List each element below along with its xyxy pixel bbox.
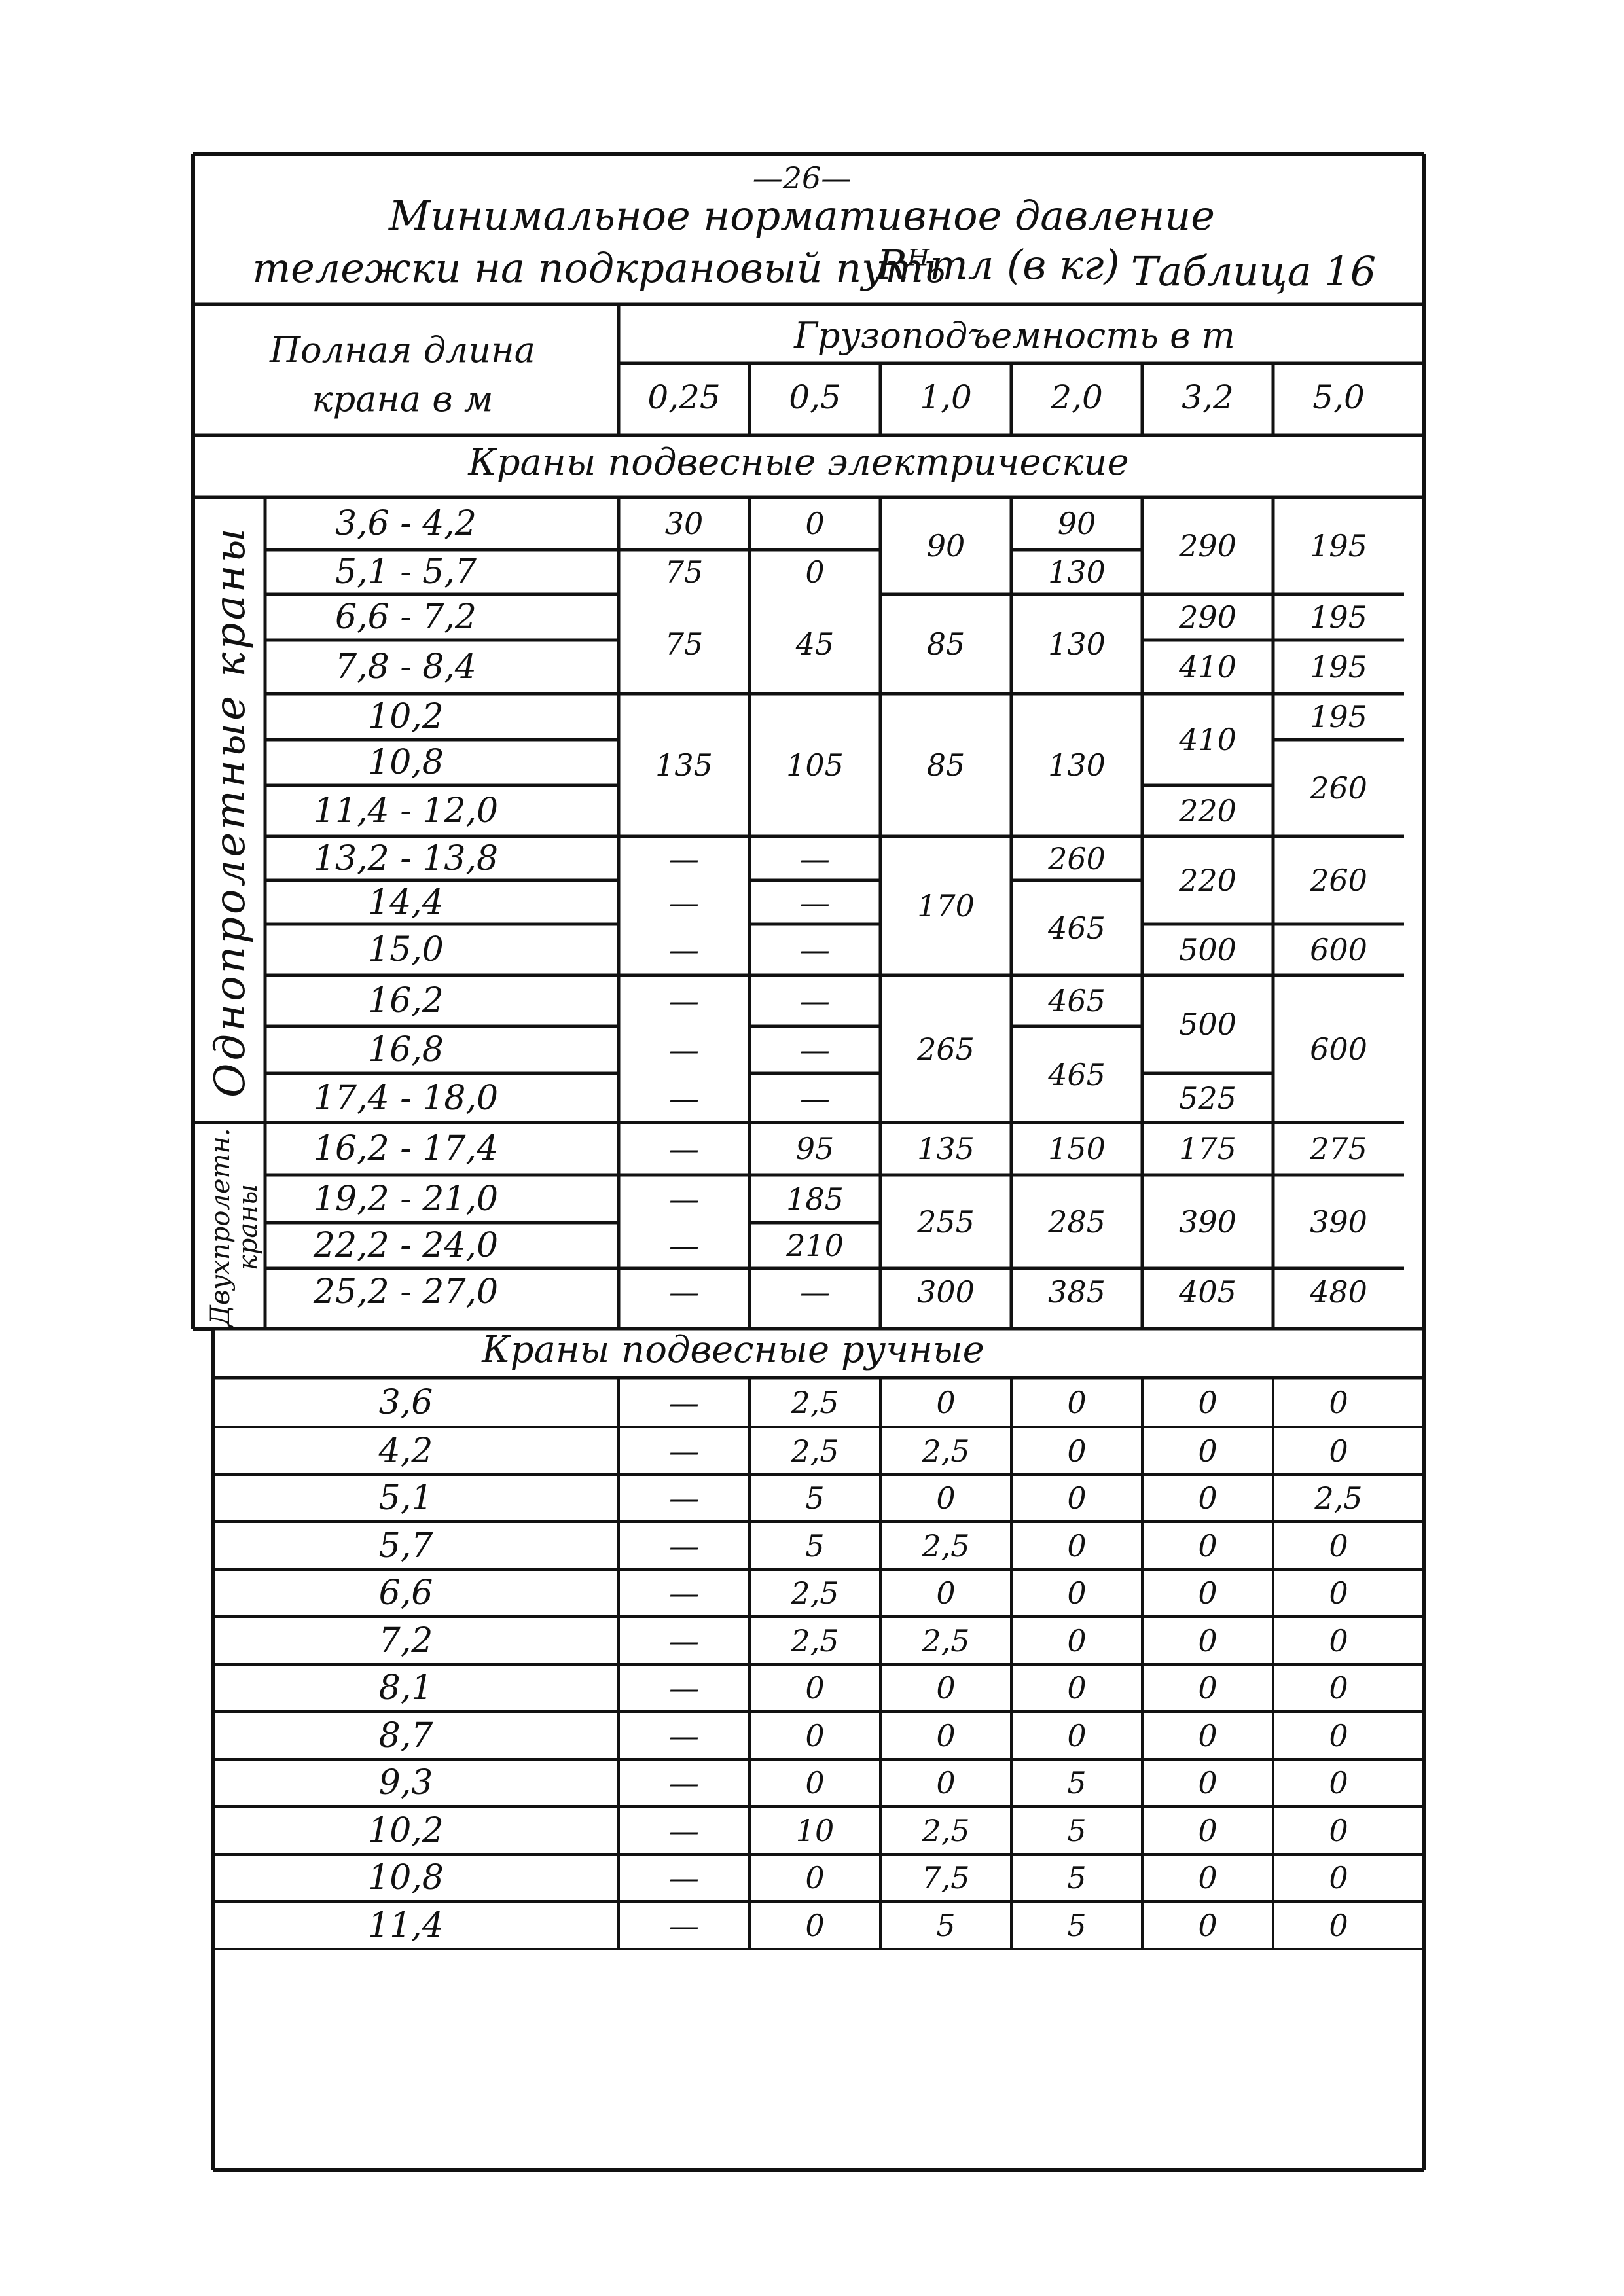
electric-cell-r8_c3: 465 [1048,910,1106,946]
electric-cell-r14_c4: 390 [1179,1204,1236,1240]
electric-cell-r7_c1: — [800,840,830,876]
electric-cell-r9_c1: — [800,932,830,967]
electric-length-15: 22,2 - 24,0 [313,1226,499,1265]
electric-cell-r0_c4: 290 [1179,528,1236,564]
electric-cell-r13_c3: 150 [1048,1131,1106,1166]
manual-length-0: 3,6 [378,1382,433,1422]
manual-length-2: 5,1 [378,1479,433,1518]
manual-cell-11-1: 0 [805,1907,825,1943]
manual-cell-2-0: — [669,1480,699,1516]
manual-cell-8-3: 5 [1067,1765,1087,1801]
electric-length-4: 10,2 [368,697,444,736]
manual-cell-2-3: 0 [1067,1480,1087,1516]
manual-cell-5-3: 0 [1067,1623,1087,1659]
electric-cell-r14_c3: 285 [1048,1204,1106,1240]
manual-cell-0-3: 0 [1067,1384,1087,1420]
electric-cell-r14_c0: — [669,1181,699,1217]
electric-cell-r0_c1: 0 [805,506,825,541]
electric-cell-r12_c0: — [669,1080,699,1116]
manual-cell-7-5: 0 [1329,1717,1348,1753]
manual-cell-1-1: 2,5 [791,1433,839,1469]
capacity-2: 1,0 [920,378,972,416]
electric-cell-r6_c4: 220 [1179,793,1236,829]
manual-cell-9-0: — [669,1812,699,1848]
manual-cell-11-0: — [669,1907,699,1943]
manual-length-3: 5,7 [378,1526,433,1566]
capacity-0: 0,25 [647,378,721,416]
electric-cell-r13_c2: 135 [917,1131,975,1166]
manual-length-10: 10,8 [368,1858,444,1897]
length-header-line-2: крана в м [312,378,494,420]
capacity-1: 0,5 [789,378,841,416]
manual-length-8: 9,3 [378,1763,433,1803]
manual-cell-3-3: 0 [1067,1528,1087,1564]
manual-cell-9-2: 2,5 [922,1812,970,1848]
manual-cell-3-4: 0 [1198,1528,1218,1564]
manual-cell-5-4: 0 [1198,1623,1218,1659]
electric-cell-r0_c3: 90 [1057,506,1096,541]
electric-cell-r9_c0: — [669,932,699,967]
electric-length-3: 7,8 - 8,4 [334,647,477,687]
electric-cell-r4_c5: 195 [1310,699,1367,734]
electric-cell-r12_c4: 525 [1179,1080,1236,1116]
electric-cell-r10_c1: — [800,983,830,1018]
manual-length-4: 6,6 [378,1573,433,1613]
electric-cell-r16_c3: 385 [1048,1274,1106,1310]
manual-cell-4-0: — [669,1575,699,1611]
electric-cell-r0_c0: 30 [664,506,704,541]
capacity-4: 3,2 [1182,378,1234,416]
manual-cell-0-4: 0 [1198,1384,1218,1420]
title-line-1: Минимальное нормативное давление [389,192,1215,240]
electric-cell-r4_c2: 85 [926,747,965,783]
manual-cell-6-1: 0 [805,1670,825,1706]
electric-cell-r11_c3: 465 [1048,1056,1106,1092]
electric-cell-r10_c4: 500 [1179,1007,1236,1042]
manual-cell-4-4: 0 [1198,1575,1218,1611]
electric-cell-r3_c4: 410 [1179,649,1236,685]
manual-cell-9-3: 5 [1067,1812,1087,1848]
manual-length-11: 11,4 [368,1905,444,1945]
electric-cell-r7_c2: 170 [917,888,975,924]
manual-cell-2-4: 0 [1198,1480,1218,1516]
electric-cell-r5_c5: 260 [1310,770,1367,806]
manual-cell-1-0: — [669,1433,699,1469]
manual-cell-9-5: 0 [1329,1812,1348,1848]
page-number: —26— [752,160,852,196]
electric-length-14: 19,2 - 21,0 [313,1179,499,1219]
manual-cell-11-2: 5 [936,1907,956,1943]
electric-length-0: 3,6 - 4,2 [334,504,477,543]
manual-cell-10-1: 0 [805,1860,825,1895]
electric-cell-r11_c1: — [800,1032,830,1067]
manual-length-1: 4,2 [378,1431,433,1471]
manual-cell-6-3: 0 [1067,1670,1087,1706]
manual-cell-3-0: — [669,1528,699,1564]
manual-cell-10-0: — [669,1860,699,1895]
electric-cell-r16_c0: — [669,1274,699,1310]
manual-cell-5-1: 2,5 [791,1623,839,1659]
electric-cell-r7_c5: 260 [1310,863,1367,898]
electric-cell-r7_c3: 260 [1048,840,1106,876]
manual-cell-8-2: 0 [936,1765,956,1801]
electric-length-6: 11,4 - 12,0 [313,791,499,831]
electric-cell-r2_c4: 290 [1179,600,1236,635]
electric-cell-r8_c1: — [800,884,830,920]
electric-cell-r13_c0: — [669,1131,699,1166]
electric-length-8: 14,4 [368,882,444,922]
manual-cell-0-1: 2,5 [791,1384,839,1420]
electric-cell-r0_c5: 195 [1310,528,1367,564]
manual-cell-6-2: 0 [936,1670,956,1706]
electric-length-10: 16,2 [368,981,444,1020]
electric-length-12: 17,4 - 18,0 [313,1078,499,1118]
electric-cell-r11_c0: — [669,1032,699,1067]
electric-cell-r13_c4: 175 [1179,1131,1236,1166]
electric-cell-r4_c0: 135 [655,747,713,783]
group-label-double-line-1: Двухпролетн. [206,1128,236,1327]
manual-cell-3-1: 5 [805,1528,825,1564]
manual-cell-4-1: 2,5 [791,1575,839,1611]
electric-cell-r3_c5: 195 [1310,649,1367,685]
title-formula: Rᴴтл (в кг) [876,241,1120,289]
electric-length-13: 16,2 - 17,4 [313,1129,499,1168]
manual-cell-9-1: 10 [795,1812,835,1848]
manual-length-5: 7,2 [378,1621,433,1660]
electric-cell-r13_c5: 275 [1310,1131,1367,1166]
electric-cell-r14_c2: 255 [917,1204,975,1240]
manual-cell-5-0: — [669,1623,699,1659]
electric-cell-r16_c2: 300 [917,1274,975,1310]
electric-cell-r10_c5: 600 [1310,1031,1367,1067]
manual-length-7: 8,7 [378,1715,433,1755]
manual-cell-1-4: 0 [1198,1433,1218,1469]
manual-cell-4-5: 0 [1329,1575,1348,1611]
section-electric: Краны подвесные электрические [468,441,1129,484]
manual-cell-4-3: 0 [1067,1575,1087,1611]
manual-cell-7-0: — [669,1717,699,1753]
manual-cell-11-5: 0 [1329,1907,1348,1943]
electric-cell-r4_c1: 105 [786,747,844,783]
manual-cell-6-4: 0 [1198,1670,1218,1706]
group-label-double-line-2: краны [233,1183,263,1271]
title-line-2: тележки на подкрановый путь [252,244,946,292]
manual-cell-7-4: 0 [1198,1717,1218,1753]
electric-cell-r9_c5: 600 [1310,932,1367,967]
electric-cell-r2_c0: 75 [664,626,704,662]
electric-cell-r16_c5: 480 [1310,1274,1367,1310]
electric-cell-r4_c3: 130 [1048,747,1106,783]
electric-cell-r10_c2: 265 [917,1031,975,1067]
manual-length-6: 8,1 [378,1668,433,1708]
manual-cell-3-5: 0 [1329,1528,1348,1564]
manual-cell-1-3: 0 [1067,1433,1087,1469]
electric-length-11: 16,8 [368,1030,444,1069]
manual-cell-0-2: 0 [936,1384,956,1420]
electric-cell-r7_c0: — [669,840,699,876]
electric-cell-r2_c2: 85 [926,626,965,662]
electric-cell-r9_c4: 500 [1179,932,1236,967]
manual-cell-8-0: — [669,1765,699,1801]
manual-cell-3-2: 2,5 [922,1528,970,1564]
manual-cell-0-5: 0 [1329,1384,1348,1420]
manual-cell-10-2: 7,5 [922,1860,970,1895]
manual-cell-7-1: 0 [805,1717,825,1753]
manual-cell-6-5: 0 [1329,1670,1348,1706]
electric-length-2: 6,6 - 7,2 [334,598,477,637]
electric-cell-r12_c1: — [800,1080,830,1116]
group-label-single-span: Однопролетные краны [206,526,255,1098]
manual-cell-10-3: 5 [1067,1860,1087,1895]
electric-cell-r10_c3: 465 [1048,983,1106,1018]
manual-cell-8-5: 0 [1329,1765,1348,1801]
manual-cell-8-4: 0 [1198,1765,1218,1801]
electric-length-1: 5,1 - 5,7 [334,552,477,592]
electric-length-16: 25,2 - 27,0 [313,1272,499,1312]
manual-cell-7-3: 0 [1067,1717,1087,1753]
manual-cell-11-4: 0 [1198,1907,1218,1943]
manual-cell-9-4: 0 [1198,1812,1218,1848]
manual-cell-2-2: 0 [936,1480,956,1516]
electric-cell-r14_c1: 185 [786,1181,844,1217]
manual-cell-6-0: — [669,1670,699,1706]
electric-cell-r8_c0: — [669,884,699,920]
electric-cell-r2_c3: 130 [1048,626,1106,662]
electric-cell-r15_c0: — [669,1228,699,1263]
electric-cell-r7_c4: 220 [1179,863,1236,898]
electric-cell-r4_c4: 410 [1179,722,1236,757]
length-header-line-1: Полная длина [270,329,535,370]
manual-cell-4-2: 0 [936,1575,956,1611]
electric-cell-r16_c1: — [800,1274,830,1310]
electric-cell-r0_c2: 90 [926,528,965,564]
electric-cell-r14_c5: 390 [1310,1204,1367,1240]
electric-length-9: 15,0 [368,930,444,969]
manual-length-9: 10,2 [368,1810,444,1850]
manual-cell-8-1: 0 [805,1765,825,1801]
electric-cell-r16_c4: 405 [1179,1274,1236,1310]
manual-cell-10-5: 0 [1329,1860,1348,1895]
manual-cell-7-2: 0 [936,1717,956,1753]
manual-cell-10-4: 0 [1198,1860,1218,1895]
electric-cell-r1_c0: 75 [664,554,704,590]
capacity-5: 5,0 [1312,378,1365,416]
group-label-double-span [207,1128,262,1326]
capacity-3: 2,0 [1051,378,1103,416]
section-manual: Краны подвесные ручные [482,1329,984,1371]
table-number: Таблица 16 [1130,247,1377,295]
electric-cell-r1_c1: 0 [805,554,825,590]
electric-cell-r13_c1: 95 [795,1131,835,1166]
manual-cell-5-2: 2,5 [922,1623,970,1659]
electric-cell-r15_c1: 210 [786,1228,844,1263]
manual-cell-2-5: 2,5 [1314,1480,1363,1516]
electric-cell-r1_c3: 130 [1048,554,1106,590]
manual-cell-0-0: — [669,1384,699,1420]
manual-cell-11-3: 5 [1067,1907,1087,1943]
electric-length-7: 13,2 - 13,8 [313,838,499,878]
manual-cell-1-5: 0 [1329,1433,1348,1469]
electric-length-5: 10,8 [368,743,444,782]
electric-cell-r2_c1: 45 [795,626,835,662]
manual-cell-5-5: 0 [1329,1623,1348,1659]
manual-cell-1-2: 2,5 [922,1433,970,1469]
electric-cell-r10_c0: — [669,983,699,1018]
manual-cell-2-1: 5 [805,1480,825,1516]
capacity-header: Грузоподъемность в т [794,315,1235,356]
electric-cell-r2_c5: 195 [1310,600,1367,635]
